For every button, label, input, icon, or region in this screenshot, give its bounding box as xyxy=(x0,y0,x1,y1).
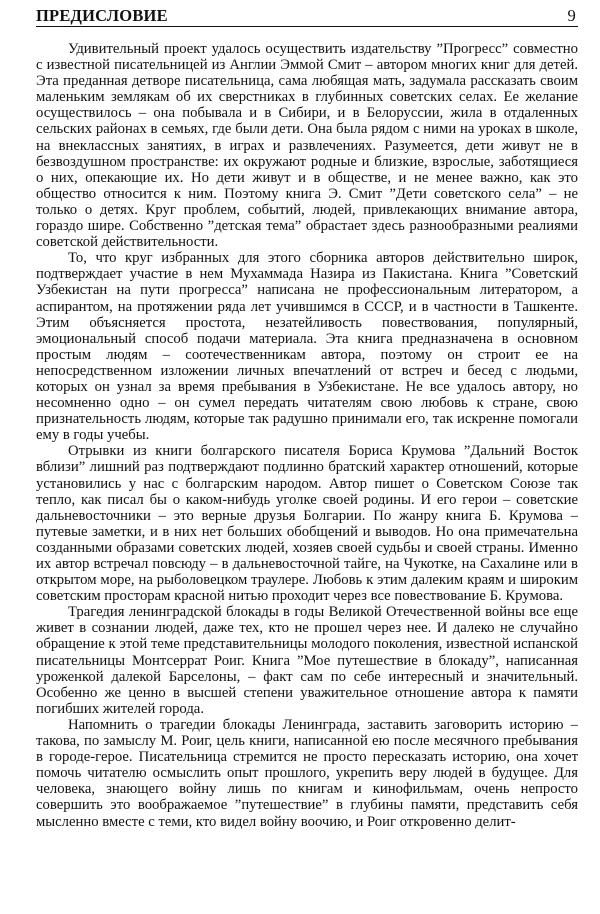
body-text xyxy=(36,41,578,830)
paragraph-leningrad-blockade: Трагедия ленинградской блокады в годы Великой Отечественной войны все еще живет в сознании людей, даже тех, кто не прошел через нее. И далеко не случайно обращение к этой теме представительницы молодого поколения, известной испанской писательницы Монтсеррат Роиг. Книга ”Мое путешествие в блокаду”, написанная уроженкой далекой Барселоны, – факт сам по себе интересный и значительный. Особенно же ценно в высшей степени уважительное отношение автора к памяти погибших жителей города. xyxy=(36,604,578,717)
running-header xyxy=(36,4,578,27)
paragraph-montserrat-roig: Напомнить о трагедии блокады Ленинграда, заставить заговорить историю – такова, по замыслу М. Роиг, цель книги, написанной ею после месячного пребывания в городе-герое. Писательница стремится не просто пересказать историю, она хочет помочь читателю осмыслить опыт прошлого, укрепить веру людей в будущее. Для человека, знающего войну лишь по книгам и кинофильмам, очень непросто совершить это воображаемое ”путешествие” в глубины памяти, представить себя мысленно вместе с теми, кто видел войну воочию, и Роиг откровенно делит- xyxy=(36,716,578,830)
paragraph-emma-smith: Удивительный проект удалось осуществить издательству ”Прогресс” совместно с известной писательницей из Англии Эммой Смит – автором многих книг для детей. Эта преданная детворе писательница, сама любящая мать, задумала рассказать своим маленьким землякам об их сверстниках в глубинных советских селах. Ее желание осуществилось – она побывала и в Сибири, и в Белоруссии, жила в отдаленных сельских районах в семьях, где были дети. Она была рядом с ними на уроках в школе, на внеклассных занятиях, в играх и развлечениях. Разумеется, дети живут не в безвоздушном пространстве: их окружают родные и близкие, взрослые, заботящиеся о них, опекающие их. Но дети живут и в обществе, и не менее важно, как это общество относится к ним. Поэтому книга Э. Смит ”Дети советского села” – не только о детях. Круг проблем, событий, людей, привлекающих внимание автора, гораздо шире. Собственно ”детская тема” обрастает здесь разнообразными реалиями советской действительности. xyxy=(36,41,578,251)
book-page xyxy=(36,4,578,908)
paragraph-boris-krumov: Отрывки из книги болгарского писателя Бориса Крумова ”Дальний Восток вблизи” лишний раз подтверждают подлинно братский характер отношений, которые установились у нас с болгарским народом. Автор пишет о Советском Союзе так тепло, как писал бы о каком-нибудь уголке своей родины. И его герои – советские дальневосточники – это верные друзья Болгарии. По жанру книга Б. Крумова – путевые заметки, и в них нет больших обобщений и выводов. Но она примечательна созданными образами советских людей, хозяев своей судьбы и своей страны. Именно их автор встречал повсюду – в дальневосточной тайге, на Чукотке, на Сахалине или в открытом море, на рыболовецком траулере. Любовь к этим далеким краям и широким советским просторам красной нитью проходит через все повествование Б. Крумова. xyxy=(36,443,578,605)
page-number: 9 xyxy=(567,6,576,25)
section-title: ПРЕДИСЛОВИЕ xyxy=(36,6,168,25)
paragraph-muhammad-nazir: То, что круг избранных для этого сборника авторов действительно широк, подтверждает участие в нем Мухаммада Назира из Пакистана. Книга ”Советский Узбекистан на пути прогресса” написана не профессиональным литератором, а аспирантом, на протяжении ряда лет учившимся в СССР, и в частности в Ташкенте. Этим объясняется простота, незатейливость повествования, популярный, эмоциональный способ подачи материала. Эта книга предназначена в основном простым людям – соотечественникам автора, поэтому он строит ее на непосредственном изложении личных впечатлений от встреч и бесед с людьми, которых он узнал за время пребывания в Узбекистане. Не все удалось автору, но несомненно одно – он сумел передать читателям свою любовь к стране, свою признательность людям, которые так радушно принимали его, так искренне помогали ему в годы учебы. xyxy=(36,250,578,444)
